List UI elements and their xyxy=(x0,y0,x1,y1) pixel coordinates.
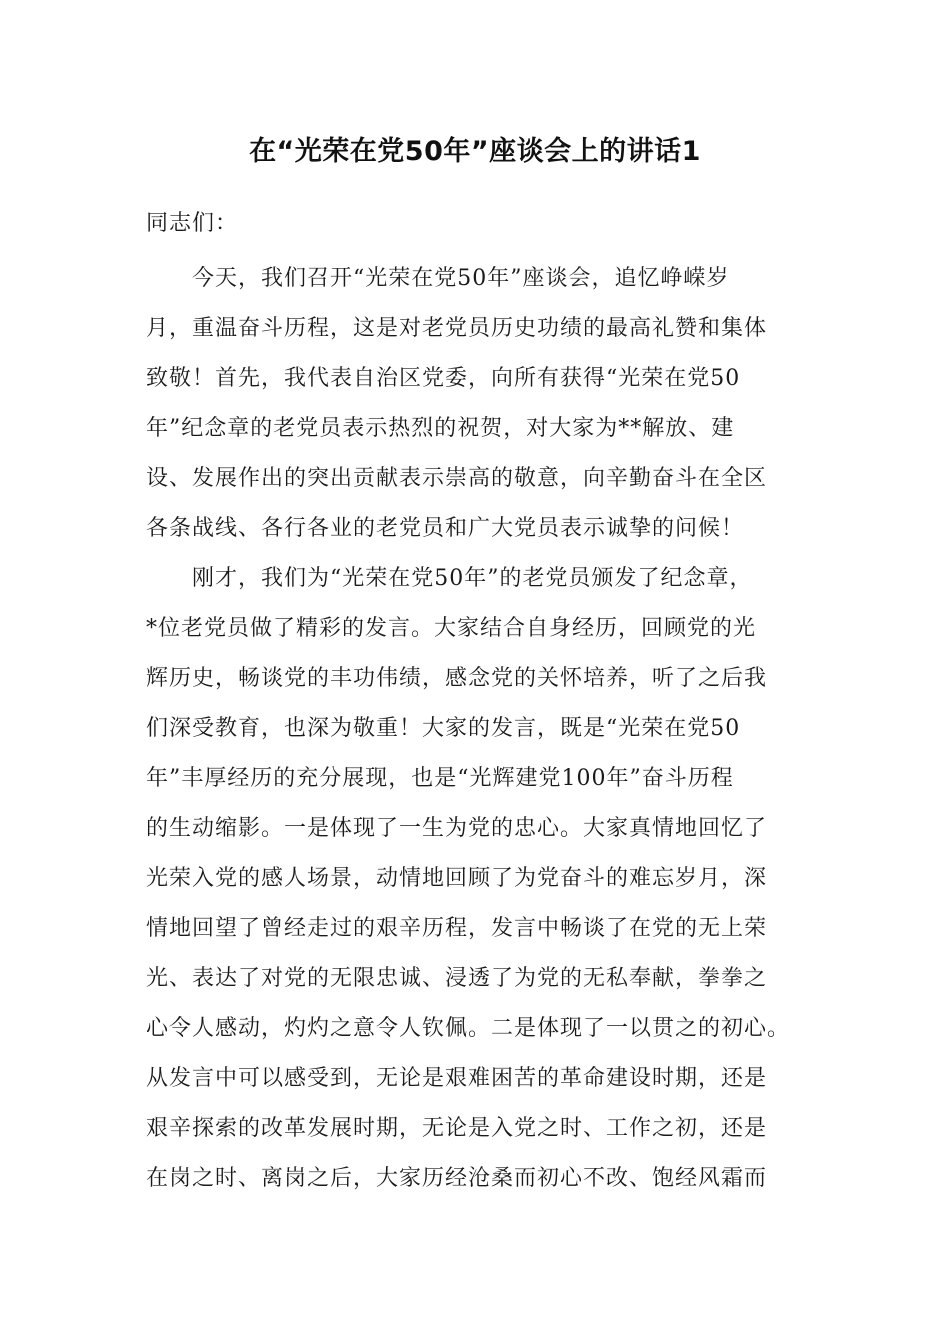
document-title: 在“光荣在党50年”座谈会上的讲话1 xyxy=(249,136,701,167)
text-line: 年”丰厚经历的充分展现，也是“光辉建党100年”奋斗历程 xyxy=(146,766,734,791)
text-line: 年”纪念章的老党员表示热烈的祝贺，对大家为**解放、建 xyxy=(146,416,735,441)
text-line: 的生动缩影。一是体现了一生为党的忠心。大家真情地回忆了 xyxy=(146,816,768,841)
text-line: 光、表达了对党的无限忠诚、浸透了为党的无私奉献，拳拳之 xyxy=(146,966,768,991)
body-text xyxy=(146,254,810,1204)
text-line: 情地回望了曾经走过的艰辛历程，发言中畅谈了在党的无上荣 xyxy=(146,916,768,941)
text-line: 艰辛探索的改革发展时期，无论是入党之时、工作之初，还是 xyxy=(146,1116,768,1141)
text-line: 各条战线、各行各业的老党员和广大党员表示诚挚的问候！ xyxy=(146,516,745,541)
salutation: 同志们： xyxy=(146,211,239,236)
text-line: 刚才，我们为“光荣在党50年”的老党员颁发了纪念章， xyxy=(146,566,753,591)
text-line: 辉历史，畅谈党的丰功伟绩，感念党的关怀培养，听了之后我 xyxy=(146,666,768,691)
text-line: 心令人感动，灼灼之意令人钦佩。二是体现了一以贯之的初心。 xyxy=(146,1016,791,1041)
text-line: 致敬！首先，我代表自治区党委，向所有获得“光荣在党50 xyxy=(146,366,741,391)
text-line: 在岗之时、离岗之后，大家历经沧桑而初心不改、饱经风霜而 xyxy=(146,1166,768,1191)
text-line: 设、发展作出的突出贡献表示崇高的敬意，向辛勤奋斗在全区 xyxy=(146,466,768,491)
text-line: 从发言中可以感受到，无论是艰难困苦的革命建设时期，还是 xyxy=(146,1066,768,1091)
text-line: 今天，我们召开“光荣在党50年”座谈会，追忆峥嵘岁 xyxy=(146,266,730,291)
text-line: 月，重温奋斗历程，这是对老党员历史功绩的最高礼赞和集体 xyxy=(146,316,768,341)
text-line: 光荣入党的感人场景，动情地回顾了为党奋斗的难忘岁月，深 xyxy=(146,866,768,891)
text-line: 们深受教育，也深为敬重！大家的发言，既是“光荣在党50 xyxy=(146,716,741,741)
text-line: *位老党员做了精彩的发言。大家结合自身经历，回顾党的光 xyxy=(146,616,757,641)
